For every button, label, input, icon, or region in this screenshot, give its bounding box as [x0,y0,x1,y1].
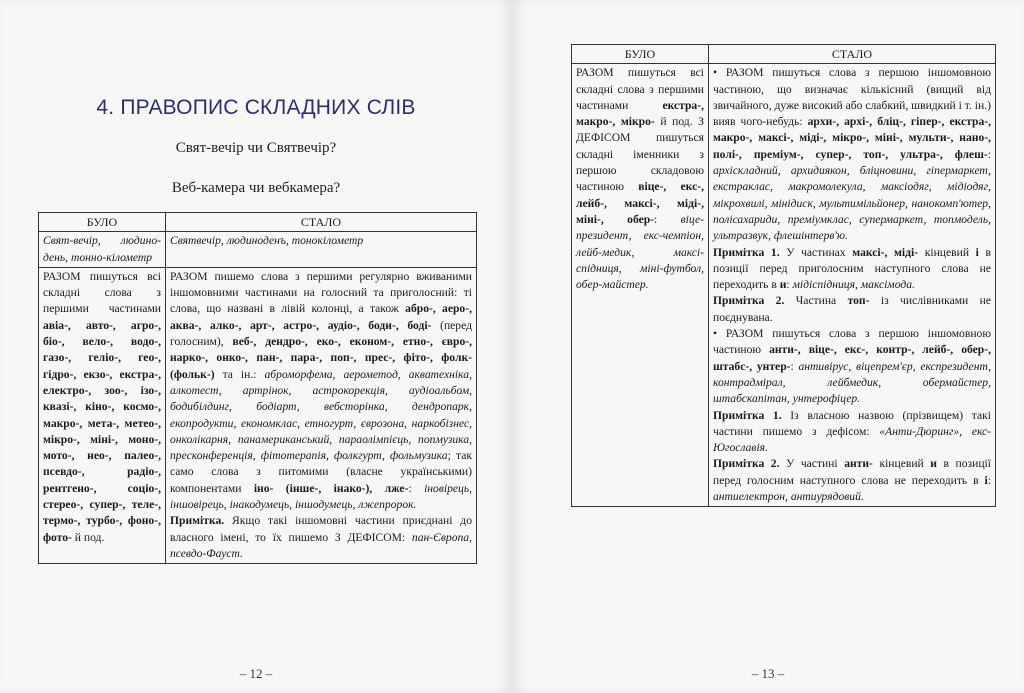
table-header-row [39,213,477,232]
question-1: Свят-вечір чи Святвечір? [175,140,337,156]
comparison-table-right [571,44,996,507]
note-2: Примітка 2. Частина топ- із числівниками не поєднувана. [713,294,991,324]
cell-after [709,64,996,507]
page-number: – 12 – [239,666,273,681]
header-after: СТАЛО [709,45,996,64]
question-2: Веб-камера чи вебкамера? [171,180,341,196]
note-3: Примітка 1. Із власною назвою (прізвищем) такі частини пишемо з дефісом: «Анти-Дюринг», екс-Югославія. [713,408,991,455]
table-header-row [572,45,996,64]
rule-2: • РАЗОМ пишуться слова з першою іншомовною частиною анти-, віце-, екс-, контр-, лейб-, обер-, штабс-, унтер-: антивірус, віцепрем'єр, експрезидент, контрадмірал, лейбмедик, обермайстер, штабскапітан, унтерофіцер. [713,327,991,406]
row2-after: РАЗОМ пишемо слова з першими регулярно вживаними іншомовними частинами на голосний та приголосний: ті слова, що названі в лівій колонці, а також абро-, аеро-, аква-, алко-, арт-, астро-, аудіо-, боди-, боді- (перед голосним), веб-, дендро-, еко-, економ-, етно-, євро-, нарко-, онко-, пан-, пара-, поп-, прес-, фіто-, фолк- (фольк-) та ін.: аброморфема, аерометод, акватехніка, алкотест, артрінок, астрокорекція, аудіоальбом, бодибілдинг, бодіарт, вебсторінка, дендропарк, екопродукти, економклас, етногурт, єврозона, наркобізнес, онколікарня, панамериканський, параолімпієць, попмузика, пресконференція, фітотерапія, фолкгурт, фольмузика; так само слова з питомими (власне українськими) компонентами іно- (інше-, інако-), лже-: іновірець, іншовірець, інакодумець, іншодумець, лжепророк. Примітка. Якщо такі іншомовні частини приєднані до власного імені, то їх пишемо З ДЕФІСОМ: пан-Європа, псевдо-Фауст. [166,267,477,563]
cell-before: РАЗОМ пишуться всі складні слова з першими частинами екстра-, макро-, мікро- й под. З ДЕФІСОМ пишуться складні іменники з першою складовою частиною віце-, екс-, лейб-, максі-, міді-, міні-, обер-: віце-президент, екс-чемпіон, лейб-медик, максі-спідниця, міні-футбол, обер-майстер. [572,64,709,507]
note: Примітка. Якщо такі іншомовні частини приєднані до власного імені, то їх пишемо З ДЕФІСОМ: пан-Європа, псевдо-Фауст. [170,514,472,560]
note-1: Примітка 1. У частинах максі-, міді- кінцевий і в позиції перед приголосним наступного слова не переходить в и: мідіспідниця, максімода. [713,245,991,292]
row1-after: Святвечір, людиноденъ, тонокілометр [166,232,477,268]
comparison-table-left [38,212,477,564]
row1-before: Свят-вечір, людино-день, тонно-кілометр [39,232,166,268]
header-after: СТАЛО [166,213,477,232]
table-row [572,64,996,507]
row2-before: РАЗОМ пишуться всі складні слова з першими частинами авіа-, авто-, агро-, біо-, вело-, водо-, газо-, геліо-, гео-, гідро-, екзо-, екстра-, електро-, зоо-, ізо-, квазі-, кіно-, космо-, макро-, мета-, метео-, мікро-, міні-, моно-, мото-, нео-, палео-, псевдо-, радіо-, рентгено-, соціо-, стерео-, супер-, теле-, термо-, турбо-, фоно-, фото- й под. [39,267,166,563]
header-before: БУЛО [39,213,166,232]
right-page [512,0,1024,693]
rule-1: • РАЗОМ пишуться слова з першою іншомовною частиною, що визначає кількісний (вищий від звичайного, дуже високий або слабкий, швидкий і т. ін.) вияв чого-небудь: архи-, архі-, бліц-, гіпер-, екстра-, макро-, максі-, міді-, мікро-, міні-, мульти-, нано-, полі-, преміум-, супер-, топ-, ультра-, флеш-: архіскладний, архидиякон, бліцновини, гіпермаркет, екстраклас, макромолекула, максіодяг, мідіодяг, мікрохвилі, мінідиск, мультимільйонер, нанокомп'ютер, полісахариди, преміумклас, супермаркет, топмодель, ультразвук, флешінтерв'ю. [713,66,991,243]
header-before: БУЛО [572,45,709,64]
table-row [39,267,477,563]
page-title: 4. ПРАВОПИС СКЛАДНИХ СЛІВ [96,96,416,119]
table-row [39,232,477,268]
page-number: – 13 – [751,666,785,681]
note-4: Примітка 2. У частині анти- кінцевий и в позиції перед голосним наступного слова не переходить в і: антиелектрон, антиурядовий. [713,457,991,504]
